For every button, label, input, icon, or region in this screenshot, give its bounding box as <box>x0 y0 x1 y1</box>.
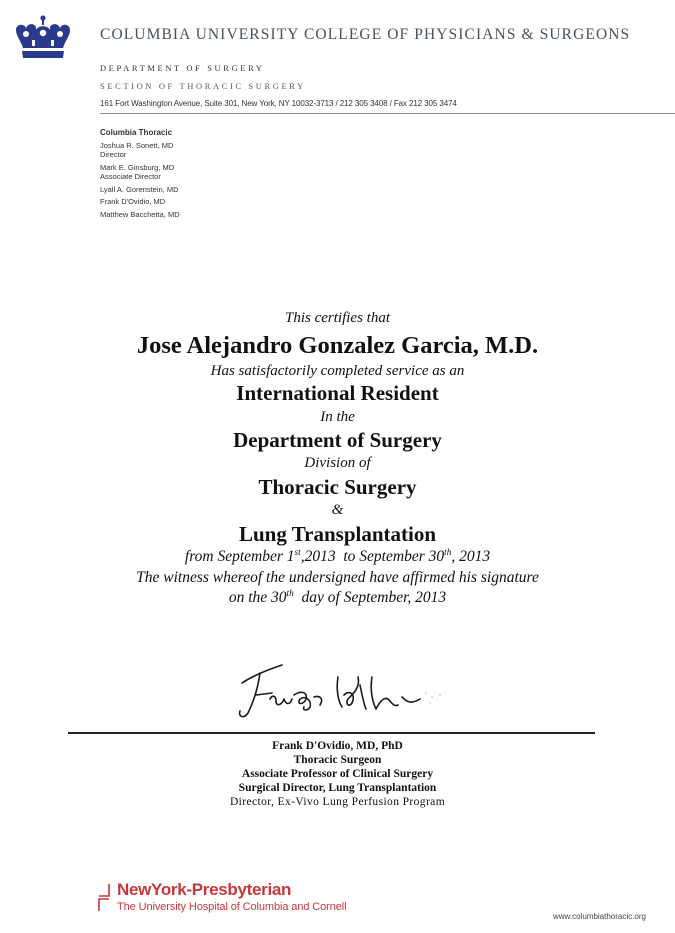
recipient-name: Jose Alejandro Gonzalez Garcia, M.D. <box>136 332 539 359</box>
signatory-title: Director, Ex-Vivo Lung Perfusion Program <box>229 796 446 808</box>
witness-line: The witness whereof the undersigned have affirmed his signature <box>136 569 539 586</box>
ampersand: & <box>331 502 344 518</box>
dated-prefix: on the 30 <box>228 589 287 606</box>
division-title: Thoracic Surgery <box>258 475 417 499</box>
staff-member-name: Matthew Bacchetta, MD <box>100 209 180 219</box>
period-from: from September 1 <box>184 548 295 565</box>
staff-member <box>100 141 180 160</box>
staff-member <box>100 163 180 182</box>
hospital-subtitle: The University Hospital of Columbia and Cornell <box>117 901 347 913</box>
staff-member-name: Lyall A. Gorenstein, MD <box>100 184 179 194</box>
period-to: to September 30 <box>343 548 445 565</box>
staff-list <box>100 128 180 222</box>
signature-line <box>68 732 595 734</box>
signatory-title: Associate Professor of Clinical Surgery <box>241 768 434 780</box>
in-the-line: In the <box>320 409 355 425</box>
role-title: International Resident <box>236 381 439 405</box>
address-line: 161 Fort Washington Avenue, Suite 301, New York, NY 10032-3713 / 212 305 3408 / Fax 212 305 3474 <box>100 99 457 108</box>
staff-member <box>100 210 180 220</box>
hospital-name: NewYork-Presbyterian <box>117 880 292 899</box>
staff-member <box>100 197 180 207</box>
period-to-year: , 2013 <box>451 548 491 565</box>
staff-member-title: Director <box>100 150 127 159</box>
dated-sup: th <box>286 588 294 599</box>
handwritten-signature <box>220 655 450 727</box>
section-line: SECTION OF THORACIC SURGERY <box>100 81 306 91</box>
staff-member-title: Associate Director <box>100 172 161 181</box>
dated-line <box>0 589 675 607</box>
university-name: COLUMBIA UNIVERSITY COLLEGE OF PHYSICIANS & SURGEONS <box>100 26 631 43</box>
staff-org: Columbia Thoracic <box>100 128 173 137</box>
nyp-logo-mark <box>97 882 111 912</box>
division-of-line: Division of <box>304 455 371 471</box>
signatory-title: Thoracic Surgeon <box>293 754 382 766</box>
service-period <box>0 548 675 566</box>
staff-member-name: Mark E. Ginsburg, MD <box>100 162 175 172</box>
period-from-year: ,2013 <box>300 548 336 565</box>
signatory-block <box>0 739 675 809</box>
staff-member-name: Joshua R. Sonett, MD <box>100 140 174 150</box>
period-from-sup: st <box>294 547 301 558</box>
staff-member <box>100 185 180 195</box>
department-title: Department of Surgery <box>233 428 442 452</box>
program-title: Lung Transplantation <box>238 522 437 546</box>
signatory-name: Frank D'Ovidio, MD, PhD <box>272 740 403 752</box>
signatory-title: Surgical Director, Lung Transplantation <box>238 782 437 794</box>
staff-member-name: Frank D'Ovidio, MD <box>100 197 166 206</box>
dated-suffix: day of September, 2013 <box>301 589 447 606</box>
certifies-line: This certifies that <box>285 310 390 326</box>
period-to-sup: th <box>444 547 452 558</box>
completed-line: Has satisfactorily completed service as an <box>210 363 465 379</box>
columbia-crown-logo <box>12 14 74 64</box>
department-line: DEPARTMENT OF SURGERY <box>100 63 265 73</box>
letterhead-divider <box>100 113 675 114</box>
website-url: www.columbiathoracic.org <box>553 912 646 921</box>
